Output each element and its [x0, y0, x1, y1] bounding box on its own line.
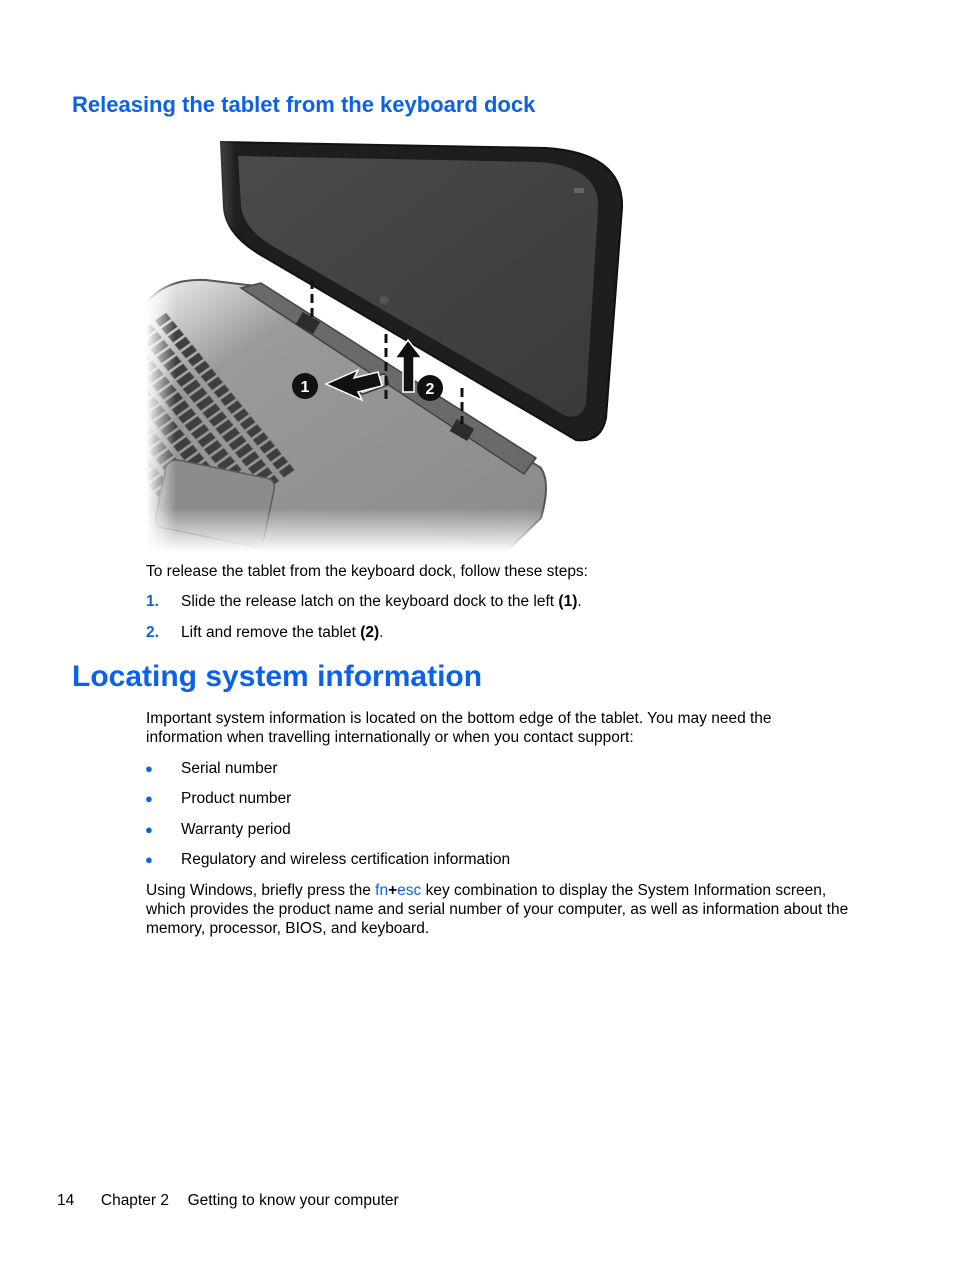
step-number: 1. [146, 593, 159, 610]
bullet-icon: ● [145, 791, 153, 806]
page-footer [57, 1192, 399, 1210]
callout-1-label: 1 [300, 379, 310, 396]
plus-sign: + [388, 882, 398, 899]
esc-key: esc [397, 882, 422, 899]
locating-paragraph: Important system information is located on the bottom edge of the tablet. You may need the information when travelling internationally or when you contact support: [146, 710, 772, 746]
bullet-icon: ● [145, 822, 153, 837]
step-text: Slide the release latch on the keyboard dock to the left (1). [181, 593, 582, 610]
fn-key: fn [375, 882, 389, 899]
section-heading: Releasing the tablet from the keyboard dock [72, 92, 536, 117]
bullet-icon: ● [145, 852, 153, 867]
bullet-icon: ● [145, 761, 153, 776]
locating-heading: Locating system information [72, 660, 483, 693]
step-text: Lift and remove the tablet (2). [181, 624, 384, 641]
system-info-paragraph: Using Windows, briefly press the fn+esc key combination to display the System Information screen, which provides the product name and serial number of your computer, as well as information about the memory, processor, BIOS, and keyboard. [146, 882, 849, 937]
callout-2-label: 2 [425, 381, 435, 398]
tablet-release-illustration [146, 138, 626, 552]
chapter-label: Chapter 2 [100, 1192, 169, 1209]
chapter-title: Getting to know your computer [187, 1192, 399, 1209]
callout-2 [417, 375, 443, 401]
callout-1 [292, 373, 318, 399]
intro-text: To release the tablet from the keyboard dock, follow these steps: [146, 563, 588, 580]
step-number: 2. [146, 624, 159, 641]
page-number: 14 [57, 1192, 75, 1209]
